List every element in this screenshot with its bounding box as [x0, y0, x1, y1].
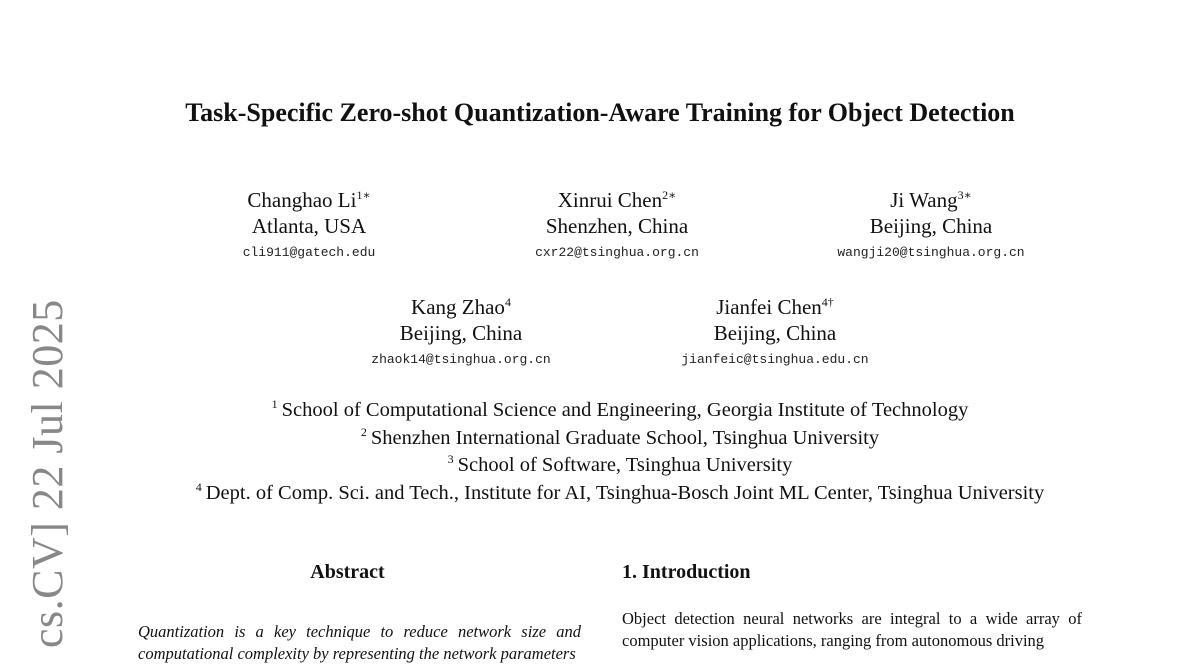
author-email: cxr22@tsinghua.org.cn: [535, 245, 699, 260]
affiliation-line: $^2$ Shenzhen International Graduate School, Tsinghua University: [360, 424, 880, 449]
author-name: Xinrui Chen$^{2∗}$: [557, 188, 677, 212]
author-block: [179, 187, 439, 260]
paper-title: Task-Specific Zero-shot Quantization-Aware Training for Object Detection: [185, 98, 1015, 127]
author-name: Jianfei Chen$^{4\dagger}$: [716, 295, 834, 319]
author-location: Beijing, China: [399, 321, 523, 345]
author-location: Shenzhen, China: [545, 214, 689, 238]
arxiv-stamp: cs.CV] 22 Jul 2025: [23, 299, 72, 648]
author-name: Changhao $Li^{1∗}$: [247, 188, 371, 212]
author-email: wangji20@tsinghua.org.cn: [837, 245, 1025, 260]
author-affil-mark: 2∗: [662, 188, 677, 202]
author-name: Kang Zhao$^4$: [411, 295, 511, 319]
introduction-heading: 1. Introduction: [622, 561, 751, 583]
author-affil-mark: 4: [504, 295, 511, 309]
abstract-heading: Abstract: [310, 561, 385, 583]
author-block: [801, 187, 1061, 260]
affiliation-line: $^4$ Dept. of Comp. Sci. and Tech., Institute for AI, Tsinghua-Bosch Joint ML Center, Tsinghua University: [195, 479, 1045, 504]
affiliations: [0, 397, 1200, 507]
author-email: cli911@gatech.edu: [242, 245, 376, 260]
author-location: Atlanta, USA: [251, 214, 367, 238]
affiliation-line: $^3$ School of Software, Tsinghua University: [447, 452, 793, 476]
author-block: [331, 294, 591, 367]
author-affil-mark: 3∗: [957, 188, 972, 202]
author-affil-mark: 4†: [821, 295, 834, 309]
author-email: zhaok14@tsinghua.org.cn: [371, 352, 551, 367]
author-affil-mark: 1∗: [356, 188, 371, 202]
introduction-text: Object detection neural networks are integral to a wide array of computer vision applications, ranging from autonomous driving: [622, 609, 1082, 650]
author-block: [645, 294, 905, 367]
author-location: Beijing, China: [869, 214, 993, 238]
author-email: jianfeic@tsinghua.edu.cn: [681, 352, 869, 367]
author-name: Ji Wang$^{3∗}$: [890, 188, 972, 212]
affiliation-line: $^1$ School of Computational Science and Engineering, Georgia Institute of Technology: [271, 397, 969, 421]
abstract-text: Quantization is a key technique to reduce network size and computational complexity by representing the network parameters: [138, 622, 581, 663]
author-location: Beijing, China: [713, 321, 837, 345]
author-block: [487, 187, 747, 260]
